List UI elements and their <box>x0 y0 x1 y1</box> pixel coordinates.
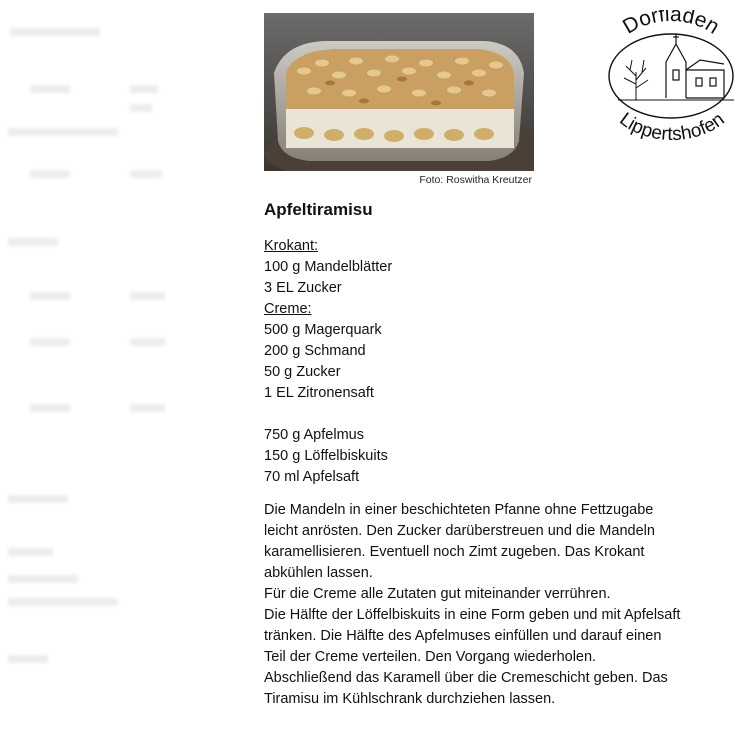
instruction-line: Für die Creme alle Zutaten gut miteinander verrühren. <box>264 586 611 602</box>
ingredient: 50 g Zucker <box>264 364 341 380</box>
faded-background-page <box>0 0 240 755</box>
instruction-line: Die Hälfte der Löffelbiskuits in eine Form geben und mit Apfelsaft <box>264 607 681 623</box>
instructions <box>264 500 734 710</box>
church-icon <box>666 34 724 98</box>
instruction-line: leicht anrösten. Den Zucker darüberstreuen und die Mandeln <box>264 523 655 539</box>
ingredient: 70 ml Apfelsaft <box>264 469 360 485</box>
instruction-line: tränken. Die Hälfte des Apfelmuses einfüllen und darauf einen <box>264 628 662 644</box>
instruction-line: Teil der Creme verteilen. Den Vorgang wiederholen. <box>264 649 597 665</box>
ingredient: 3 EL Zucker <box>264 280 342 296</box>
ingredient: 100 g Mandelblätter <box>264 259 393 275</box>
recipe-title: Apfeltiramisu <box>264 200 373 219</box>
spacer <box>264 404 734 425</box>
logo-bottom-text: Lippertshofen <box>615 108 729 142</box>
tiramisu-photo <box>264 13 534 171</box>
instruction-line: karamellisieren. Eventuell noch Zimt zugeben. Das Krokant <box>264 544 645 560</box>
recipe <box>264 198 734 710</box>
instruction-line: Abschließend das Karamell über die Cremeschicht geben. Das <box>264 670 668 686</box>
section-heading-krokant: Krokant: <box>264 238 318 254</box>
ingredient: 750 g Apfelmus <box>264 427 364 443</box>
ingredient: 150 g Löffelbiskuits <box>264 448 388 464</box>
ingredient: 200 g Schmand <box>264 343 366 359</box>
photo-credit: Foto: Roswitha Kreutzer <box>419 174 532 186</box>
instruction-line: Tiramisu im Kühlschrank durchziehen lassen. <box>264 691 556 707</box>
section-heading-creme: Creme: <box>264 301 312 317</box>
dorfladen-logo <box>596 10 746 142</box>
instruction-line: Die Mandeln in einer beschichteten Pfanne ohne Fettzugabe <box>264 502 654 518</box>
instruction-line: abkühlen lassen. <box>264 565 373 581</box>
logo-top-text: Dorfladen <box>618 10 724 39</box>
ingredient: 500 g Magerquark <box>264 322 382 338</box>
ingredient: 1 EL Zitronensaft <box>264 385 374 401</box>
tree-icon <box>624 60 648 100</box>
